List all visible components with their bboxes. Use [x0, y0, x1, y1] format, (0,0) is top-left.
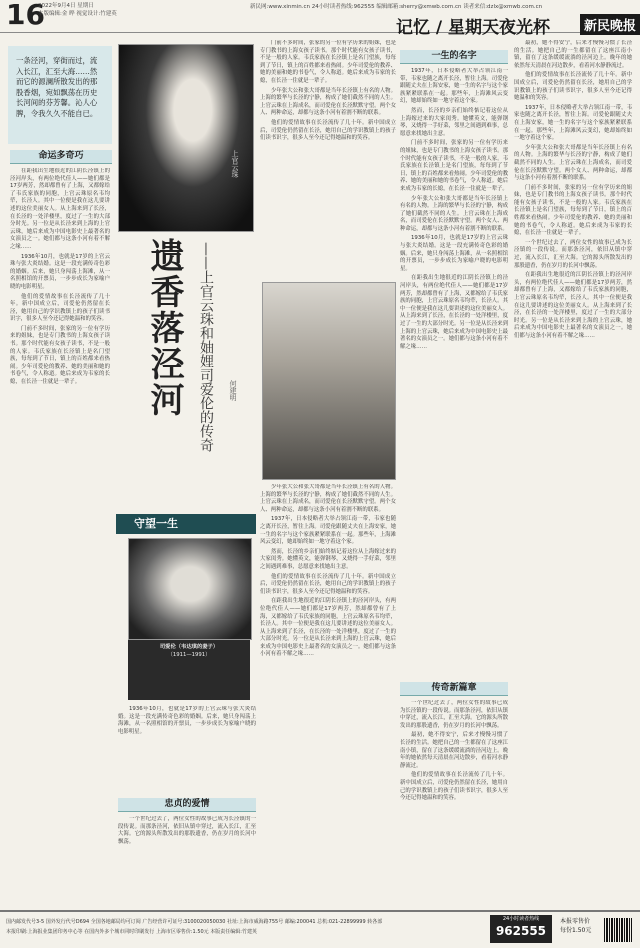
column-3-text-b: 少年张大公和张大哥都是当年长泾镇上有名的人物。上海的繁华与长泾的宁静，构成了她们截然不同的人生。上官云珠在上海成名，而司爱伦在长泾默默守望。两个女人、两种命运，却都与这条小河有着割不断的联系。	[260, 87, 396, 117]
column-4-lower-text: 一个世纪过去了，两位女性的故事已成为长泾镇的一段传说。而那条泾河，依旧从镇中穿过，流入长江，汇至大海。它的源头所散发出的那股遗香，仍在岁月的长河中飘荡。	[400, 700, 508, 729]
column-4-text-b: 然而，长泾的乡亲们始终惦记着这位从上海嫁过来的大家闺秀。她懂英文，能弹钢琴，又烧得一手好菜，邻里之间遇到难事，总愿意来找她出主意。	[400, 107, 508, 137]
caption-panel	[128, 640, 250, 700]
column-1-text: 在距我出生地很近的江阴长泾镇上的泾河岸头，有两位绝代佳人——她们都是17岁两芳，然却都曾有了上海，又都嫁给了韦氏家族的同胞，上官云珠原名韦均荦，长泾人。其中一位便是我在这儿要讲述的这位美丽女人。从上海来到了长泾，在长泾的一处洋楼里，度过了一生的大部分时光。另一位是从长泾来到上海的上官云珠，她后来成为中国电影史上最著名的女演员之一。她们都与这条小河有着不解之缘……	[10, 168, 110, 250]
lead-quote: 一条泾河，穿街而过，流入长江，汇至大海……然而它的源澜所散发出的那股香烟，宛如飘荡在历史长河间的芬芳馨。沁人心脾，令我久久不能自已。	[8, 46, 112, 144]
column-2-text: 1936年10月，也就是17岁的上官云珠与张大炎结婚。这是一段充满传奇色彩的婚姻。后来，她只身闯荡上海滩，从一名照相馆的开票员，一步步成长为家喻户晓的电影明星。	[118, 706, 256, 735]
column-5-text-f: 一个世纪过去了，两位女性的故事已成为长泾镇的一段传说。而那条泾河，依旧从镇中穿过，流入长江，汇至大海。它的源头所散发出的那股遗香，仍在岁月的长河中飘荡。	[514, 239, 632, 269]
article-title: 遗香落泾河	[144, 238, 184, 418]
hotline-box	[490, 915, 552, 943]
column-4-text: 1937年，日本侵略者大举占领江南一带，韦家也随之离开长泾，暂往上海。司爱伦跟随丈夫在上海安家，她一生的名字与这个家族紧紧联系在一起。那些年，上海滩风云变幻，她却始终如一地守着这个家。	[400, 68, 508, 105]
price-block	[560, 917, 591, 935]
column-3-lower-text-b: 1937年，日本侵略者大举占领江南一带，韦家也随之离开长泾，暂往上海。司爱伦跟随丈夫在上海安家，她一生的名字与这个家族紧紧联系在一起。那些年，上海滩风云变幻，她却始终如一地守着这个家。	[260, 516, 396, 546]
footer-line-2: 本报印刷:上海报业集团印务中心等 在国内外多个城市同时印刷发行 上海市区零售价:1.50元 本版责任编辑:竹建英	[6, 929, 257, 935]
heading-love: 忠贞的爱情	[118, 798, 256, 812]
elder-portrait-photo	[128, 538, 252, 640]
column-3-text-c: 他们的爱情故事在长泾流传了几十年。新中国成立后，司爱伦仍然留在长泾，她用自己的学识教镇上的孩子们读书识字，很多人至今还记得她温和的笑容。	[260, 119, 396, 142]
heading-new-chapter: 传奇新篇章	[400, 682, 508, 696]
column-1-text-b: 1936年10月，也就是17岁的上官云珠与张大炎结婚。这是一段充满传奇色彩的婚姻。后来，她只身闯荡上海滩，从一名照相馆的开票员，一步步成长为家喻户晓的电影明星。	[10, 253, 110, 290]
column-4-lower-text-b: 最初，她不得安宁，后来才慢慢习惯了长泾的生活。她把自己的一生都留在了这座江南小镇，留在了这条缓缓流淌的泾河边上。晚年的她依然每天清晨在河边散步，看着河水静静流过。	[400, 732, 508, 769]
column-1-text-c: 他们的爱情故事在长泾流传了几十年。新中国成立后，司爱伦仍然留在长泾，她用自己的学识教镇上的孩子们读书识字，很多人至今还记得她温和的笑容。	[10, 293, 110, 323]
column-4-text-e: 1936年10月，也就是17岁的上官云珠与张大炎结婚。这是一段充满传奇色彩的婚姻。后来，她只身闯荡上海滩，从一名照相馆的开票员，一步步成长为家喻户晓的电影明星。	[400, 235, 508, 272]
column-5-text-g: 在距我出生地很近的江阴长泾镇上的泾河岸头，有两位绝代佳人——她们都是17岁两芳，然却都曾有了上海，又都嫁给了韦氏家族的同胞，上官云珠原名韦均荦，长泾人。其中一位便是我在这儿要讲述的这位美丽女人。从上海来到了长泾，在长泾的一处洋楼里，度过了一生的大部分时光。另一位是从长泾来到上海的上官云珠，她后来成为中国电影史上最著名的女演员之一。她们都与这条小河有着不解之缘……	[514, 272, 632, 339]
price-value: 每份1.50元	[560, 927, 592, 934]
date: 2022年9月4日 星期日	[38, 3, 94, 9]
column-3-lower-text-c: 然而，长泾的乡亲们始终惦记着这位从上海嫁过来的大家闺秀。她懂英文，能弹钢琴，又烧得一手好菜，邻里之间遇到难事，总愿意来找她出主意。	[260, 548, 396, 570]
portrait-photo	[118, 44, 254, 232]
caption-panel-dates: （1911—1991）	[167, 651, 211, 658]
contact-line: 新民网:www.xinmin.cn 24小时读者热线:962555 编辑邮箱:sherry@xmwb.com.cn 读者来信:dzlx@xmwb.com.cn	[250, 4, 543, 10]
price-label: 本报零售价	[560, 918, 591, 925]
column-5-text-b: 他们的爱情故事在长泾流传了几十年。新中国成立后，司爱伦仍然留在长泾，她用自己的学识教镇上的孩子们读书识字，很多人至今还记得她温和的笑容。	[514, 72, 632, 102]
hotline-label: 24小时读者热线	[502, 916, 540, 922]
portrait-caption: 上官云珠	[231, 150, 239, 178]
heading-guard: 守望一生	[116, 514, 256, 534]
heading-fate: 命运多奇巧	[10, 150, 112, 164]
column-3	[260, 40, 396, 276]
column-3-text: 门前不多时间，张家的另一位有学历来的姐妹，也是专门教书的上海女孩子读书。那个时代能有女孩子读书，不是一般的人家。韦氏家族在长泾镇上是名门望族，每每到了节日，镇上的百姓都来看热闹。少年司爱伦的教养、她的美丽和她的书卷气，令人称道。她后来成为韦家的长媳，在长泾一住就是一辈子。	[260, 40, 396, 84]
column-5	[514, 40, 632, 904]
column-4-lower-text-c: 他们的爱情故事在长泾流传了几十年。新中国成立后，司爱伦仍然留在长泾，她用自己的学识教镇上的孩子们读书识字，很多人至今还记得她温和的笑容。	[400, 772, 508, 802]
newspaper-logo: 新民晚报	[580, 14, 640, 35]
couple-photo	[262, 282, 396, 480]
caption-panel-title: 司爱伦（韦达琪的妻子）	[159, 644, 219, 650]
hotline-number: 962555	[495, 924, 547, 938]
footer	[0, 910, 640, 948]
column-4-text-f: 在距我出生地很近的江阴长泾镇上的泾河岸头，有两位绝代佳人——她们都是17岁两芳，然却都曾有了上海，又都嫁给了韦氏家族的同胞，上官云珠原名韦均荦，长泾人。其中一位便是我在这儿要讲述的这位美丽女人。从上海来到了长泾，在长泾的一处洋楼里，度过了一生的大部分时光。另一位是从长泾来到上海的上官云珠，她后来成为中国电影史上最著名的女演员之一。她们都与这条小河有着不解之缘……	[400, 275, 508, 350]
column-2-bottom	[118, 816, 256, 904]
column-5-text-c: 1937年，日本侵略者大举占领江南一带，韦家也随之离开长泾，暂往上海。司爱伦跟随丈夫在上海安家，她一生的名字与这个家族紧紧联系在一起。那些年，上海滩风云变幻，她却始终如一地守着这个家。	[514, 104, 632, 142]
footer-line-1: 国内邮发代号3-5 国外发行代号D694 全国各地邮局均可订阅 广告经营许可证号:3100020050030 社址:上海市威海路755号 邮编:200041 总机:021-22899999 转各部	[6, 919, 383, 925]
column-4-lower	[400, 700, 508, 904]
column-3-lower-text: 少年张大公和张大哥都是当年长泾镇上有名的人物。上海的繁华与长泾的宁静，构成了她们截然不同的人生。上官云珠在上海成名，而司爱伦在长泾默默守望。两个女人、两种命运，却都与这条小河有着割不断的联系。	[260, 484, 396, 513]
column-4	[400, 68, 508, 678]
section-title: 记忆 / 星期天夜光杯	[396, 18, 551, 38]
column-2-text-b: 一个世纪过去了，两位女性的故事已成为长泾镇的一段传说。而那条泾河，依旧从镇中穿过，流入长江，汇至大海。它的源头所散发出的那股遗香，仍在岁月的长河中飘荡。	[118, 816, 256, 845]
column-3-lower-text-e: 在距我出生地很近的江阴长泾镇上的泾河岸头，有两位绝代佳人——她们都是17岁两芳，然却都曾有了上海，又都嫁给了韦氏家族的同胞，上官云珠原名韦均荦，长泾人。其中一位便是我在这儿要讲述的这位美丽女人。从上海来到了长泾，在长泾的一处洋楼里，度过了一生的大部分时光。另一位是从长泾来到上海的上官云珠，她后来成为中国电影史上最著名的女演员之一。她们都与这条小河有着不解之缘……	[260, 598, 396, 658]
column-5-text-d: 少年张大公和张大哥都是当年长泾镇上有名的人物。上海的繁华与长泾的宁静，构成了她们截然不同的人生。上官云珠在上海成名，而司爱伦在长泾默默守望。两个女人、两种命运，却都与这条小河有着割不断的联系。	[514, 144, 632, 182]
page-number: 16	[6, 0, 45, 31]
column-5-text: 最初，她不得安宁，后来才慢慢习惯了长泾的生活。她把自己的一生都留在了这座江南小镇，留在了这条缓缓流淌的泾河边上。晚年的她依然每天清晨在河边散步，看着河水静静流过。	[514, 40, 632, 69]
dateline	[38, 2, 117, 18]
author: 何建明	[229, 380, 237, 401]
column-2-lower	[118, 706, 256, 796]
column-1	[10, 168, 110, 903]
column-4-text-d: 少年张大公和张大哥都是当年长泾镇上有名的人物。上海的繁华与长泾的宁静，构成了她们截然不同的人生。上官云珠在上海成名，而司爱伦在长泾默默守望。两个女人、两种命运，却都与这条小河有着割不断的联系。	[400, 195, 508, 232]
column-1-text-d: 门前不多时间，张家的另一位有学历来的姐妹，也是专门教书的上海女孩子读书。那个时代能有女孩子读书，不是一般的人家。韦氏家族在长泾镇上是名门望族，每每到了节日，镇上的百姓都来看热闹。少年司爱伦的教养、她的美丽和她的书卷气，令人称道。她后来成为韦家的长媳，在长泾一住就是一辈子。	[10, 325, 110, 386]
column-4-text-c: 门前不多时间，张家的另一位有学历来的姐妹，也是专门教书的上海女孩子读书。那个时代能有女孩子读书，不是一般的人家。韦氏家族在长泾镇上是名门望族，每每到了节日，镇上的百姓都来看热闹。少年司爱伦的教养、她的美丽和她的书卷气，令人称道。她后来成为韦家的长媳，在长泾一住就是一辈子。	[400, 140, 508, 192]
article-subtitle: ——上官云珠和妯娌司爱伦的传奇	[198, 242, 214, 452]
column-5-text-e: 门前不多时间，张家的另一位有学历来的姐妹，也是专门教书的上海女孩子读书。那个时代能有女孩子读书，不是一般的人家。韦氏家族在长泾镇上是名门望族，每每到了节日，镇上的百姓都来看热闹。少年司爱伦的教养、她的美丽和她的书卷气，令人称道。她后来成为韦家的长媳，在长泾一住就是一辈子。	[514, 184, 632, 237]
column-3-lower-text-d: 他们的爱情故事在长泾流传了几十年。新中国成立后，司爱伦仍然留在长泾，她用自己的学识教镇上的孩子们读书识字，很多人至今还记得她温和的笑容。	[260, 573, 396, 595]
heading-name: 一生的名字	[400, 50, 508, 64]
barcode-icon	[604, 918, 632, 942]
column-3-lower	[260, 484, 396, 904]
editors: 本版编辑:金 晔 视觉设计:竹建英	[38, 11, 117, 17]
